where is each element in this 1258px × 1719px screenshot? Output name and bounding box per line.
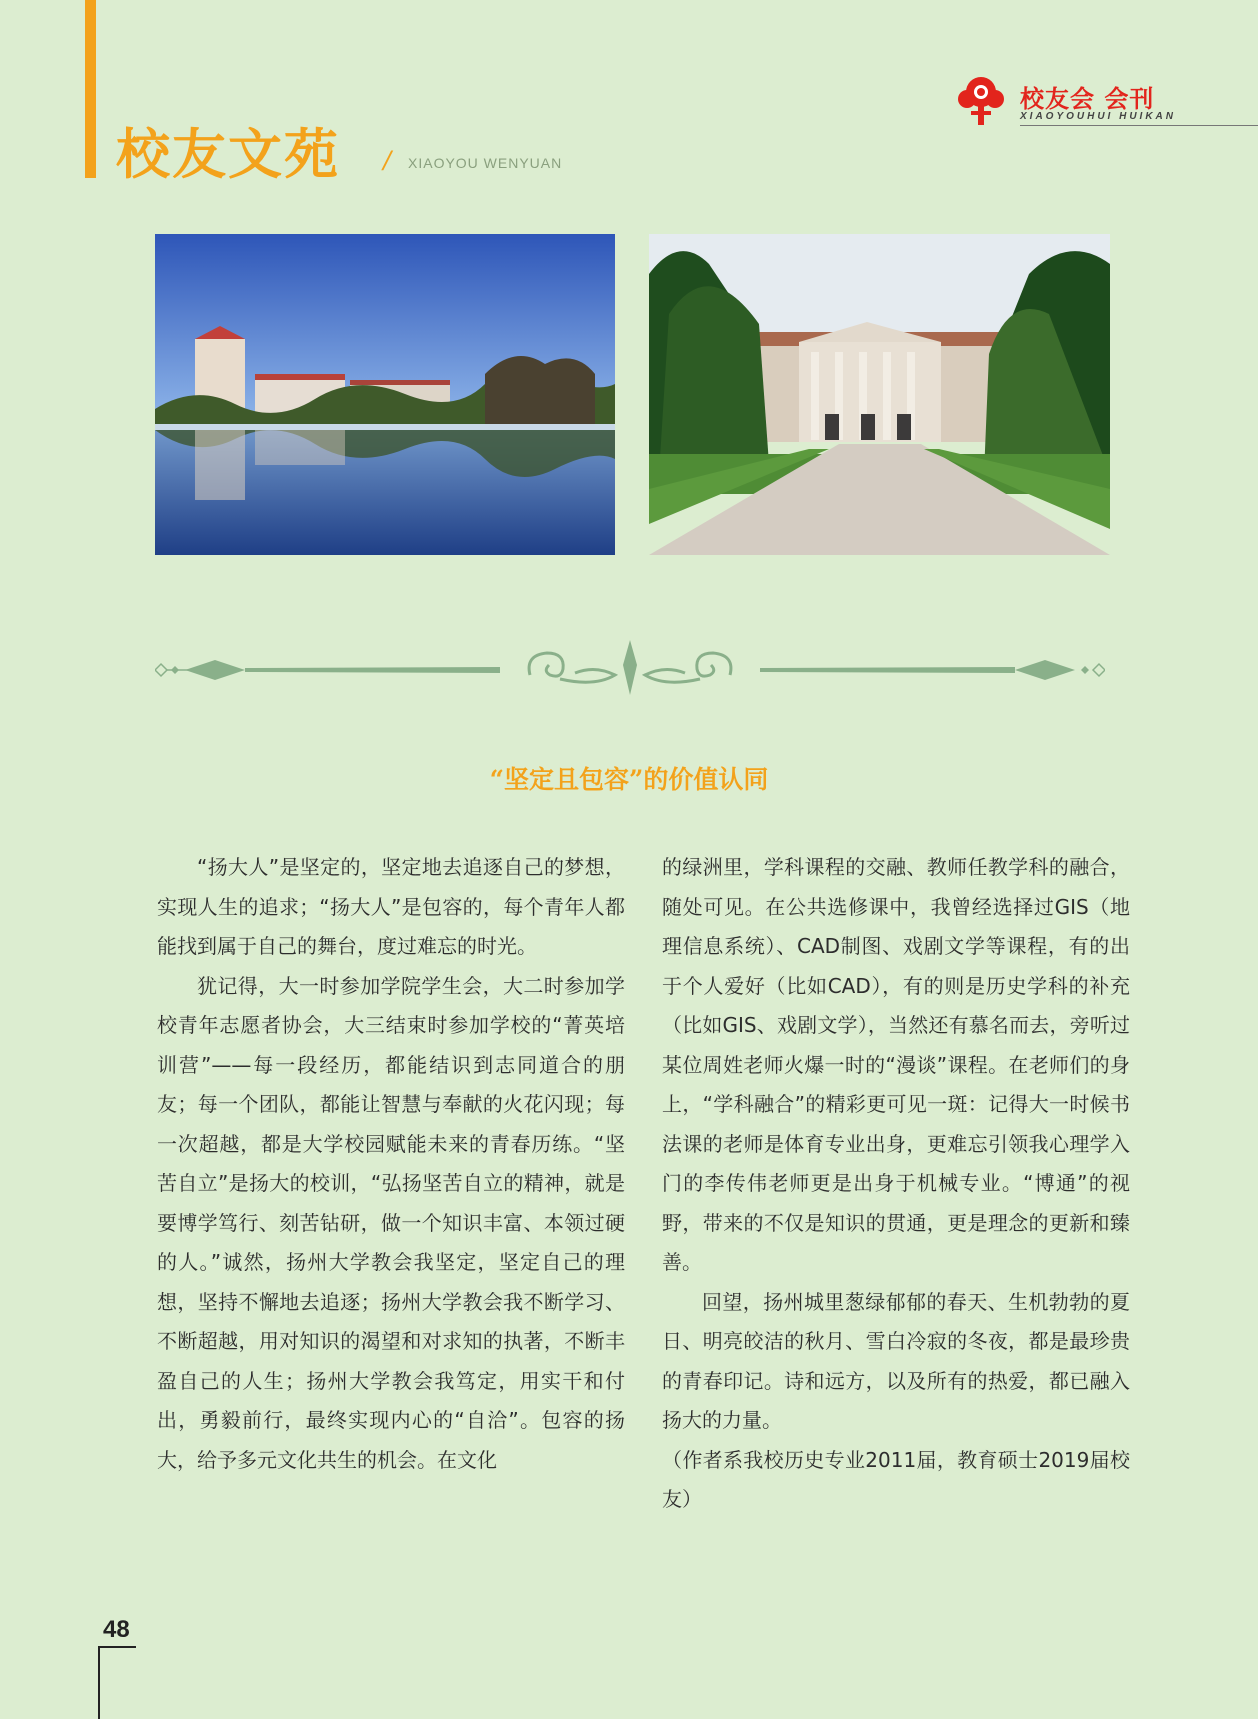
footer-corner-line (98, 1646, 136, 1648)
floral-divider-ornament (155, 635, 1105, 705)
alumni-association-logo-icon (955, 75, 1007, 127)
section-title: 校友文苑 (116, 123, 340, 186)
paragraph: 回望，扬州城里葱绿郁郁的春天、生机勃勃的夏日、明亮皎洁的秋月、雪白冷寂的冬夜，都是最珍贵的青春印记。诗和远方，以及所有的热爱，都已融入扬大的力量。 (662, 1289, 1130, 1432)
section-subtitle: XIAOYOU WENYUAN (408, 155, 563, 171)
article-right-column (662, 848, 1130, 1520)
page-number: 48 (103, 1616, 130, 1643)
article-title: “坚定且包容”的价值认同 (489, 765, 769, 794)
journal-brand (955, 75, 1258, 135)
paragraph: “扬大人”是坚定的，坚定地去追逐自己的梦想，实现人生的追求；“扬大人”是包容的，每个青年人都能找到属于自己的舞台，度过难忘的时光。 (157, 855, 625, 958)
paragraph: 的绿洲里，学科课程的交融、教师任教学科的融合，随处可见。在公共选修课中，我曾经选择过GIS（地理信息系统）、CAD制图、戏剧文学等课程，有的出于个人爱好（比如CAD），有的则是历史学科的补充（比如GIS、戏剧文学），当然还有慕名而去，旁听过某位周姓老师火爆一时的“漫谈”课程。在老师们的身上，“学科融合”的精彩更可见一斑：记得大一时候书法课的老师是体育专业出身，更难忘引领我心理学入门的李传伟老师更是出身于机械专业。“博通”的视野，带来的不仅是知识的贯通，更是理念的更新和臻善。 (662, 855, 1130, 1274)
lake-campus-photo (155, 234, 615, 555)
author-note: （作者系我校历史专业2011届，教育硕士2019届校友） (662, 1447, 1130, 1511)
brand-name: 校友会 会刊 (1020, 85, 1155, 113)
paragraph: 犹记得，大一时参加学院学生会，大二时参加学校青年志愿者协会，大三结束时参加学校的“菁英培训营”——每一段经历，都能结识到志同道合的朋友；每一个团队，都能让智慧与奉献的火花闪现；每一次超越，都是大学校园赋能未来的青春历练。“坚苦自立”是扬大的校训，“弘扬坚苦自立的精神，就是要博学笃行、刻苦钻研，做一个知识丰富、本领过硬的人。”诚然，扬州大学教会我坚定，坚定自己的理想，坚持不懈地去追逐；扬州大学教会我不断学习、不断超越，用对知识的渴望和对求知的执著，不断丰盈自己的人生；扬州大学教会我笃定，用实干和付出，勇毅前行，最终实现内心的“自洽”。包容的扬大，给予多元文化共生的机会。在文化 (157, 973, 625, 1472)
article-left-column (157, 848, 625, 1480)
historic-building-photo (649, 234, 1110, 555)
brand-underline (1020, 125, 1258, 126)
brand-subtitle: XIAOYOUHUI HUIKAN (1020, 111, 1177, 122)
section-accent-bar (85, 0, 96, 178)
section-slash: / (383, 146, 392, 174)
footer-corner-line (98, 1646, 100, 1719)
